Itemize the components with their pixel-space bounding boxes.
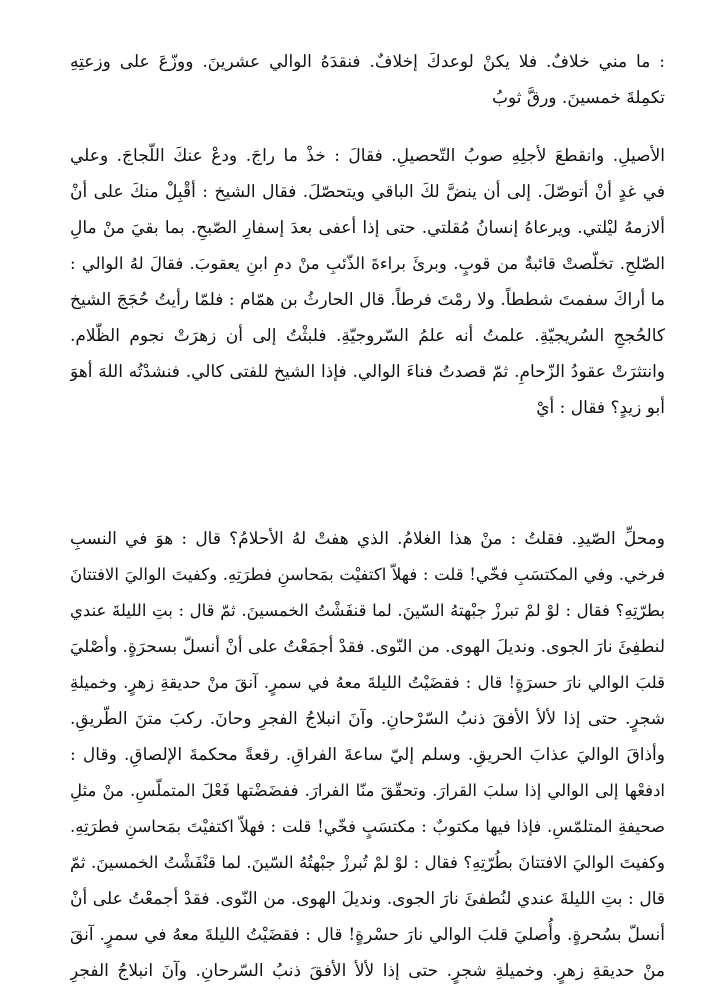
text-line: ومحلِّ الصّيدِ. فقلتُ : منْ هذا الغلامُ. الذي هفتْ لهُ الأحلامُ؟ قال : هوَ في النسبِ	[70, 529, 665, 549]
text-line: كالحُججِ السُريجيّةِ. علمتُ أنه علمُ السّروجيّةِ. فلبثْتُ إلى أن زهرَتْ نجوم الظّلام.	[70, 326, 665, 346]
text-line: الأصيلِ. وانقطعَ لأجلِهِ صوبُ التّحصيلِ. فقالَ : خذْ ما راجَ. ودعْ عنكَ اللّجاجَ. وعلي	[70, 146, 665, 166]
text-line: ادفعْها إلى الوالي إذا سلبَ القرارَ. وتحقّقَ منّا الفرارَ. ففضَضْتها فَعْلَ المتملّسِ. منْ مثلِ	[70, 781, 665, 800]
text-line: وانتثرَتْ عقودُ الزّحامِ. ثمّ قصدتُ فناءَ الوالي. فإذا الشيخ للفتى كالي. فنشدْتُه اللهَ أهوَ	[70, 362, 665, 382]
text-line: : ما مني خلافٌ. فلا يكنْ لوعدكَ إخلافٌ. فنقدَهُ الوالي عشرينَ. ووزّعَ على وزعتِهِ	[70, 52, 665, 72]
text-line: أنسلّ بسُحرةٍ. وأُصليَ قلبَ الوالي نارَ حسْرةٍ! قال : فقضَيْتُ الليلةَ معهُ في سمرٍ. آنقَ	[70, 925, 665, 945]
text-line: أبو زيدٍ؟ فقال : أيْ	[536, 398, 665, 418]
text-line: وكفيتَ الواليَ الافتتانَ بطُرّتِهِ؟ فقال : لوْ لمْ تُبرزْ جبْهتُهُ السّينَ. لما قنْفَشْتُ الخمسينَ. ثمّ	[70, 853, 665, 872]
text-line: تكمِلةَ خمسينَ. ورقَّ ثوبُ	[491, 88, 665, 108]
text-line: الصّلحِ. تخلّصتْ قائبةٌ من قوبٍ. وبرئَ براءةَ الذّئبِ منْ دمِ ابنِ يعقوبَ. فقالَ لهُ الوالي :	[70, 254, 665, 273]
text-line: وأذاقَ الواليَ عذابَ الحريقِ. وسلم إليّ ساعةَ الفراقِ. رقعةً محكمةَ الإلصاقِ. وقال :	[70, 745, 665, 765]
paragraph-1	[70, 44, 665, 116]
text-line: ما أراكَ سفمتَ شططاً. ولا رمْتَ فرطاً. قال الحارثُ بن همّام : فلمّا رأيتُ حُجَجَ الشيخ	[70, 290, 665, 310]
text-line: بطرّتِهِ؟ فقال : لوْ لمْ تبرزْ جبْهتهُ السّينَ. لما قنفَشْتُ الخمسينَ. ثمّ قال : بتِ الليلةَ عندي	[70, 601, 665, 620]
text-line: قلبَ الوالي نارَ حسرَةٍ! قال : فقضَيْتُ الليلةَ معهُ في سمرٍ. آنقَ منْ حديقةِ زهرٍ. وخميلةِ	[70, 673, 665, 692]
text-line: فرخي. وفي المكتسَبِ فخّي! قلت : فهلاّ اكتفيْت بمَحاسنِ فطرَتِهِ. وكفيتَ الواليَ الافتتانَ	[70, 565, 665, 584]
paragraph-2	[70, 138, 665, 426]
text-line: ألازمهُ ليْلتي. ويرعاهُ إنسانُ مُقلتي. حتى إذا أعفى بعدَ إسفارِ الصّبحِ. بما بقيَ منْ مالِ	[70, 218, 665, 238]
text-line: قال : بتِ الليلةَ عندي لنُطفئَ نارَ الجوى. ونديلَ الهوى. من النّوى. فقدْ أجمعْتُ على أنْ	[70, 889, 665, 909]
text-line: في غدٍ أنْ أتوصّلَ. إلى أن ينضَّ لكَ الباقي ويتحصّلَ. فقال الشيخ : أقْبِلْ منكَ على أنْ	[70, 182, 665, 202]
text-line: منْ حديقةِ زهرٍ. وخميلةِ شجرٍ. حتى إذا لألأ الأفقَ ذنبُ السّرحانِ. وآنَ انبلاجُ الفجرِ	[70, 961, 665, 981]
text-line: لنطفِئَ نارَ الجوى. ونديلَ الهوى. من النّوى. فقدْ أجمَعْتُ على أنْ أنسلّ بسحرَةٍ. وأصْليَ	[70, 637, 665, 657]
paragraph-3	[70, 521, 665, 989]
text-line: صحيفةِ المتلمّسِ. فإذا فيها مكتوبٌ : مكتسَبٍ فخّي! قلت : فهلاّ اكتفيْتَ بمَحاسنِ فطرَتِهِ.	[70, 817, 665, 836]
text-line: شجرٍ. حتى إذا لألأ الأفقَ ذنبُ السّرْحانِ. وآنَ انبلاجُ الفجرِ وحانَ. ركبَ متنَ الطّريقِ.	[70, 709, 665, 729]
